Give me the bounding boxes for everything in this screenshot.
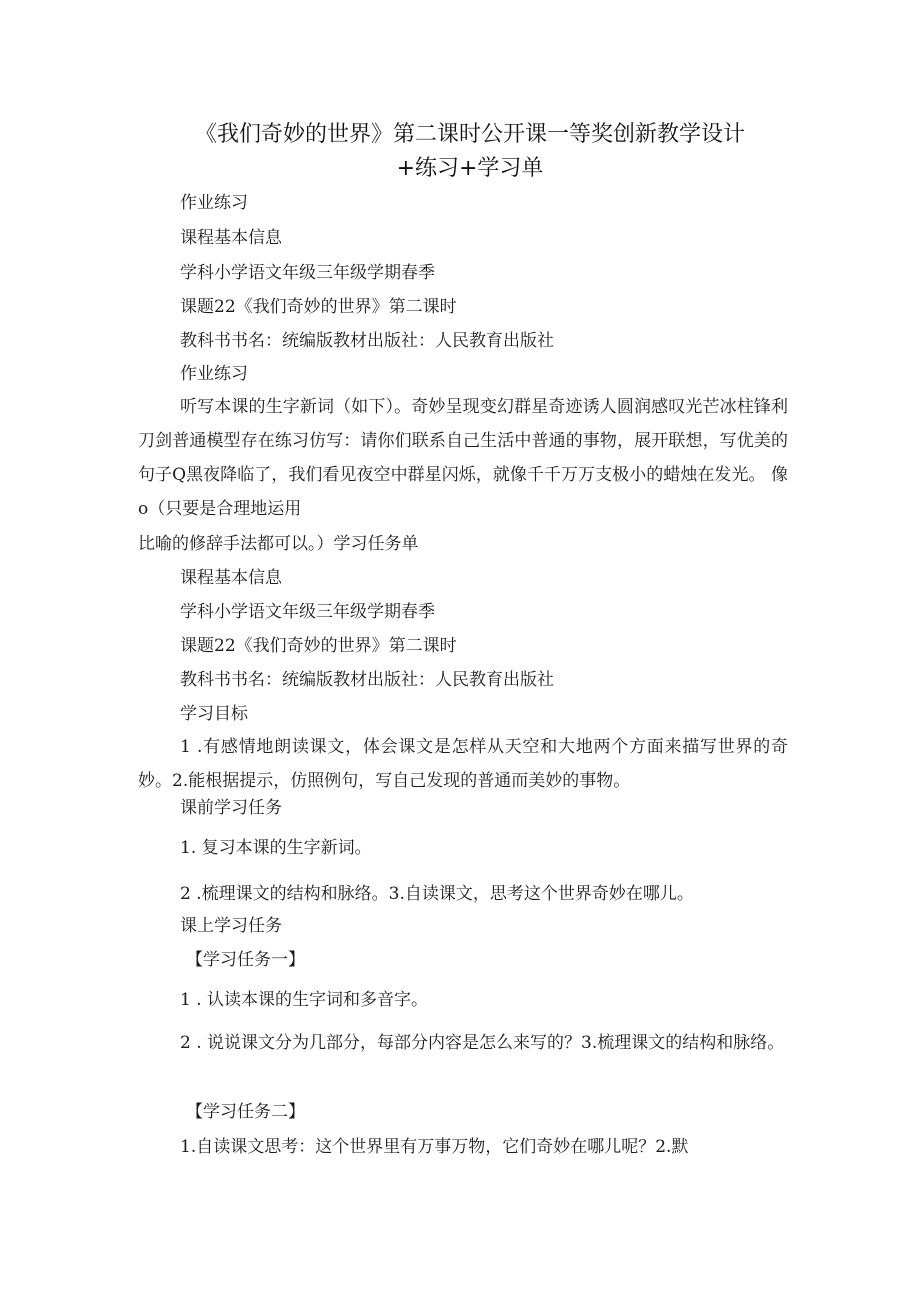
task-one-heading: 【学习任务一】 [186, 950, 305, 970]
course-info-heading: 课程基本信息 [180, 228, 282, 248]
topic-line: 课题22《我们奇妙的世界》第二课时 [180, 297, 457, 317]
learning-goals-paragraph: 1 .有感情地朗读课文，体会课文是怎样从天空和大地两个方面来描写世界的奇妙。2.能根据提示，仿照例句，写自己发现的普通而美妙的事物。 [138, 737, 788, 791]
pre-class-task-2: 2 .梳理课文的结构和脉络。3.自读课文，思考这个世界奇妙在哪儿。 [180, 884, 694, 904]
subject-line-2: 学科小学语文年级三年级学期春季 [180, 602, 435, 622]
textbook-line: 教科书书名：统编版教材出版社：人民教育出版社 [180, 331, 554, 351]
exercise-paragraph-tail: 比喻的修辞手法都可以。）学习任务单 [138, 534, 419, 554]
exercise-paragraph: 听写本课的生字新词（如下）。奇妙呈现变幻群星奇迹诱人圆润感叹光芒冰柱锋利刀剑普通模型存在练习仿写：请你们联系自己生活中普通的事物，展开联想，写优美的句子Q黑夜降临了，我们看见夜空中群星闪烁，就像千千万万支极小的蜡烛在发光。 像o（只要是合理地运用 [138, 397, 788, 519]
task-one-item-2: 2 . 说说课文分为几部分，每部分内容是怎么来写的？3.梳理课文的结构和脉络。 [180, 1033, 785, 1053]
task-two-item-1: 1.自读课文思考：这个世界里有万事万物，它们奇妙在哪儿呢？2.默 [180, 1137, 689, 1157]
task-two-heading: 【学习任务二】 [186, 1102, 305, 1122]
topic-line-2: 课题22《我们奇妙的世界》第二课时 [180, 636, 457, 656]
homework-heading-2: 作业练习 [180, 364, 248, 384]
textbook-line-2: 教科书书名：统编版教材出版社：人民教育出版社 [180, 670, 554, 690]
pre-class-heading: 课前学习任务 [180, 798, 282, 818]
in-class-heading: 课上学习任务 [180, 916, 282, 936]
learning-goals-heading: 学习目标 [180, 704, 248, 724]
subject-line: 学科小学语文年级三年级学期春季 [180, 263, 435, 283]
homework-heading: 作业练习 [180, 193, 248, 213]
document-title-line-2: +练习+学习单 [396, 156, 544, 181]
document-title-line-1: 《我们奇妙的世界》第二课时公开课一等奖创新教学设计 [194, 122, 745, 147]
pre-class-task-1: 1. 复习本课的生字新词。 [180, 838, 372, 858]
course-info-heading-2: 课程基本信息 [180, 568, 282, 588]
task-one-item-1: 1 . 认读本课的生字词和多音字。 [180, 990, 429, 1010]
